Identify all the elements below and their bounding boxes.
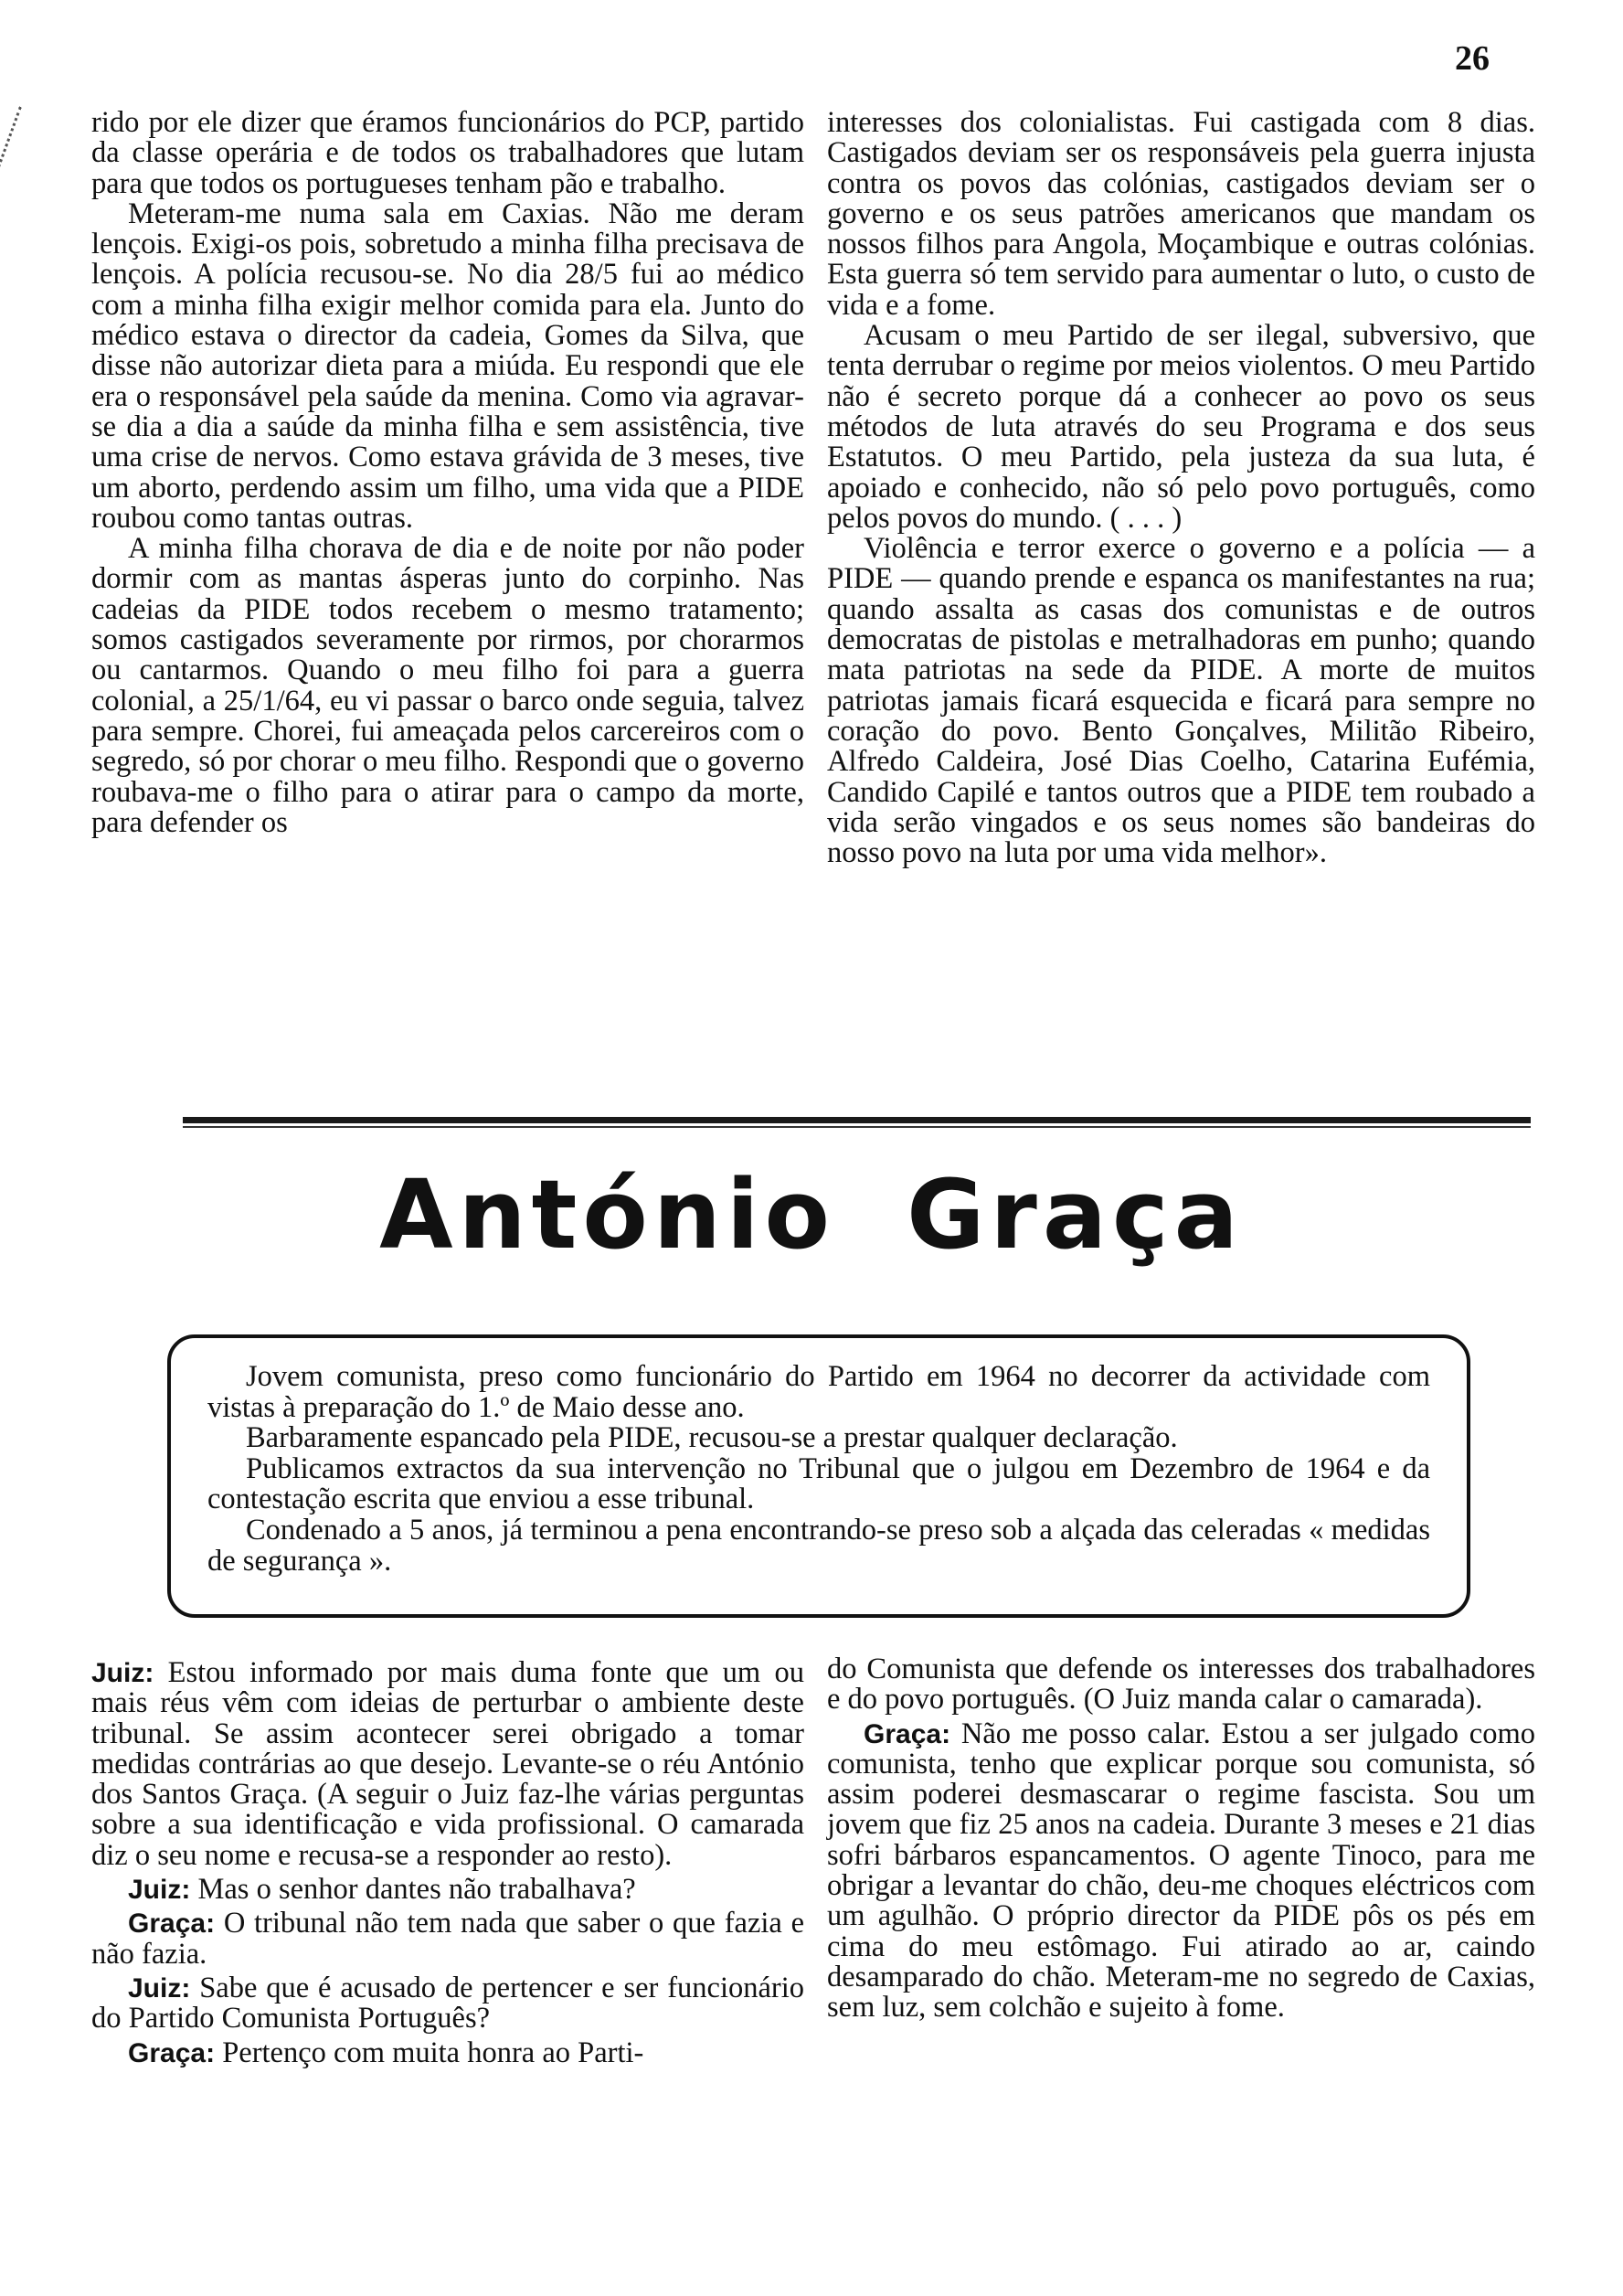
paragraph: Meteram-me numa sala em Caxias. Não me deram lençois. Exigi-os pois, sobretudo a minha filha precisava de lençois. A polícia recusou-se. No dia 28/5 fui ao médico com a minha filha exigir melhor comida para ela. Junto do médico estava o director da cadeia, Gomes da Silva, que disse não autorizar dieta para a miúda. Eu respondi que ele era o responsável pela saúde da menina. Como via agravar-se dia a dia a saúde da minha filha e sem assistência, tive uma crise de nervos. Como estava grávida de 3 meses, tive um aborto, perdendo assim um filho, uma vida que a PIDE roubou como tantas outras. (91, 197, 804, 535)
intro-paragraph: Jovem comunista, preso como funcionário do Partido em 1964 no decorrer da actividade com vistas à preparação do 1.º de Maio desse ano. (207, 1360, 1430, 1424)
intro-paragraph: Condenado a 5 anos, já terminou a pena encontrando-se preso sob a alçada das celeradas « medidas de segurança ». (207, 1513, 1430, 1578)
dialogue-line (91, 1973, 804, 2035)
bottom-left-column (91, 1654, 804, 2068)
paragraph: rido por ele dizer que éramos funcionários do PCP, partido da classe operária e de todos os trabalhadores que lutam para que todos os portugueses tenham pão e trabalho. (91, 106, 804, 200)
dialogue-line (827, 1654, 1535, 1716)
speaker-label: Juiz: (128, 1875, 191, 1906)
bottom-right-column (827, 1654, 1535, 2024)
intro-box (167, 1334, 1470, 1618)
dialogue-text: do Comunista que defende os interesses dos trabalhadores e do povo português. (O Juiz manda calar o camarada). (827, 1653, 1535, 1717)
article-headline: António Graça (379, 1159, 1244, 1270)
dialogue-text: Pertenço com muita honra ao Parti- (222, 2036, 644, 2069)
paragraph: Acusam o meu Partido de ser ilegal, subversivo, que tenta derrubar o regime por meios violentos. O meu Partido não é secreto porque dá a conhecer ao povo os seus métodos de luta através do seu Programa e dos seus Estatutos. O meu Partido, pela justeza da sua luta, é apoiado e conhecido, não só pelo povo português, como pelos povos do mundo. ( . . . ) (827, 319, 1535, 535)
speaker-label: Graça: (864, 1718, 951, 1749)
speaker-label: Juiz: (91, 1658, 154, 1688)
speaker-label: Graça: (128, 1908, 216, 1940)
dialogue-text: Mas o senhor dantes não trabalhava? (197, 1873, 636, 1907)
dialogue-line (91, 1875, 804, 1905)
dialogue-text: Estou informado por mais duma fonte que um ou mais réus vêm com ideias de perturbar o ambiente deste tribunal. Se assim acontecer serei obrigado a tomar medidas contrárias ao que desejo. Levante-se o réu António dos Santos Graça. (A seguir o Juiz faz-lhe várias perguntas sobre a sua identificação e vida profissional. O camarada diz o seu nome e recusa-se a responder ao resto). (91, 1656, 804, 1872)
paragraph: A minha filha chorava de dia e de noite por não poder dormir com as mantas ásperas junto do corpinho. Nas cadeias da PIDE todos recebem o mesmo tratamento; somos castigados severamente por rirmos, por chorarmos ou cantarmos. Quando o meu filho foi para a guerra colonial, a 25/1/64, eu vi passar o barco onde seguia, talvez para sempre. Chorei, fui ameaçada pelos carcereiros com o segredo, só por chorar o meu filho. Respondi que o governo roubava-me o filho para o atirar para o campo da morte, para defender os (91, 532, 804, 839)
page-number: 26 (1455, 39, 1490, 78)
intro-paragraph: Barbaramente espancado pela PIDE, recusou-se a prestar qualquer declaração. (246, 1421, 1178, 1455)
paragraph: interesses dos colonialistas. Fui castigada com 8 dias. Castigados deviam ser os responsáveis pela guerra injusta contra os povos das colónias, castigados deviam ser o governo e os seus patrões americanos que mandam os nossos filhos para Angola, Moçambique e outras colónias. Esta guerra só tem servido para aumentar o luto, o custo de vida e a fome. (827, 106, 1535, 322)
dialogue-line (91, 2038, 804, 2068)
intro-paragraph: Publicamos extractos da sua intervenção no Tribunal que o julgou em Dezembro de 1964 e da contestação escrita que enviou a esse tribunal. (207, 1451, 1430, 1516)
intro-text (207, 1362, 1430, 1577)
speaker-label: Graça: (128, 2037, 216, 2068)
speaker-label: Juiz: (128, 1972, 191, 2004)
dialogue-text: Sabe que é acusado de pertencer e ser funcionário do Partido Comunista Português? (91, 1971, 805, 2036)
dialogue-text: Não me posso calar. Estou a ser julgado como comunista, tenho que explicar porque sou comunista, só assim poderei desmascarar o regime fascista. Sou um jovem que fiz 25 anos na cadeia. Durante 3 meses e 21 dias sofri bárbaros espancamentos. O agente Tinoco, para me obrigar a levantar do chão, deu-me choques eléctricos com um agulhão. O próprio director da PIDE pôs os pés em cima do meu estômago. Fui atirado ao ar, caindo desamparado do chão. Meteram-me no segredo de Caxias, sem luz, sem colchão e sujeito à fome. (827, 1717, 1535, 2025)
paragraph: Violência e terror exerce o governo e a polícia — a PIDE — quando prende e espanca os manifestantes na rua; quando assalta as casas dos comunistas e de outros democratas de pistolas e metralhadoras em punho; quando mata patriotas na sede da PIDE. A morte de muitos patriotas jamais ficará esquecida e ficará para sempre no coração do povo. Bento Gonçalves, Militão Ribeiro, Alfredo Caldeira, José Dias Coelho, Catarina Eufémia, Candido Capilé e tantos outros que a PIDE tem roubado a vida serão vingados e os seus nomes são bandeiras do nosso povo na luta por uma vida melhor». (827, 532, 1535, 870)
dialogue-line (91, 1908, 804, 1970)
top-left-column (91, 108, 804, 838)
margin-mark (0, 106, 48, 176)
dialogue-line (827, 1719, 1535, 2024)
top-right-column (827, 108, 1535, 868)
section-divider-thin (183, 1126, 1531, 1128)
section-divider (183, 1117, 1531, 1123)
dialogue-text: O tribunal não tem nada que saber o que fazia e não fazia. (91, 1907, 805, 1971)
dialogue-line (91, 1658, 804, 1871)
